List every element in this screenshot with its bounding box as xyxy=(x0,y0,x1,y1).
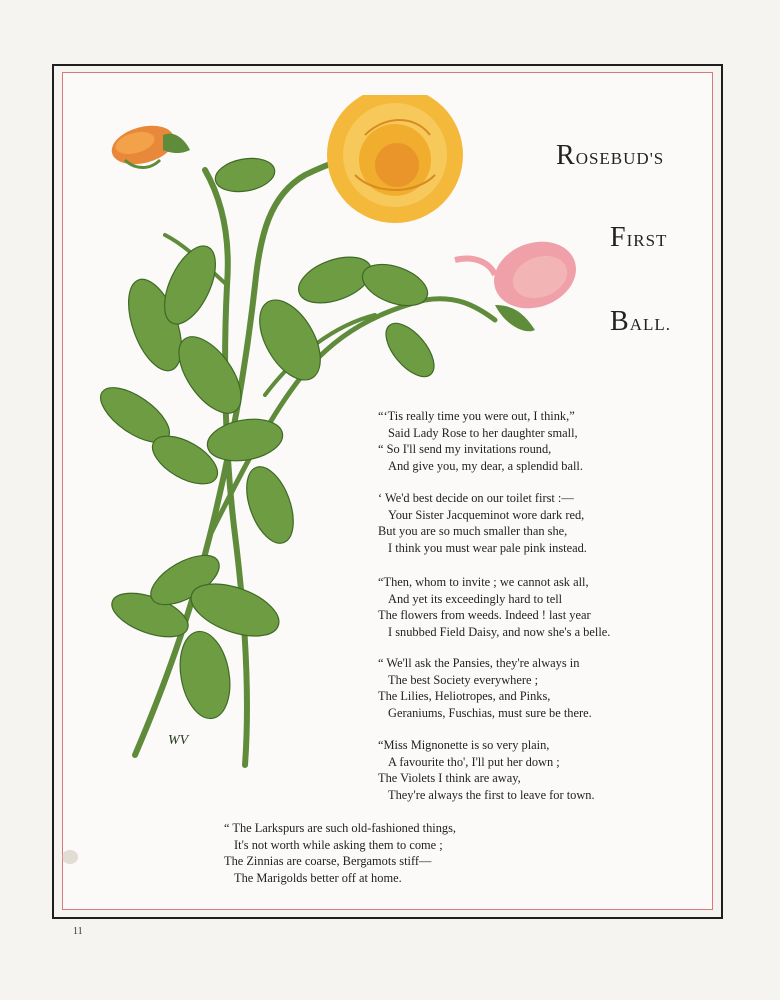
artist-signature: WV xyxy=(168,733,189,748)
poem-line: Said Lady Rose to her daughter small, xyxy=(388,425,578,440)
title-word-first: FIRST xyxy=(610,222,668,253)
poem-line: ‘ We'd best decide on our toilet first :— xyxy=(378,491,574,505)
poem-line: The Marigolds better off at home. xyxy=(234,870,402,885)
poem-line: The Violets I think are away, xyxy=(378,771,521,785)
stanza-5 xyxy=(378,737,595,803)
poem-line: The flowers from weeds. Indeed ! last year xyxy=(378,608,591,622)
poem-line: Your Sister Jacqueminot wore dark red, xyxy=(388,507,585,522)
poem-line: I think you must wear pale pink instead. xyxy=(388,540,587,555)
title-word-ball: BALL. xyxy=(610,306,671,337)
stanza-2 xyxy=(378,490,587,556)
poem-line: I snubbed Field Daisy, and now she's a belle. xyxy=(388,624,611,639)
stanza-1 xyxy=(378,408,583,474)
stanza-4 xyxy=(378,655,592,721)
paper-smudge xyxy=(62,850,78,864)
poem-line: “‘Tis really time you were out, I think,” xyxy=(378,409,575,423)
poem-line: The Zinnias are coarse, Bergamots stiff— xyxy=(224,854,432,868)
poem-line: And yet its exceedingly hard to tell xyxy=(388,591,563,606)
poem-line: Geraniums, Fuschias, must sure be there. xyxy=(388,705,592,720)
poem-line: The Lilies, Heliotropes, and Pinks, xyxy=(378,689,551,703)
poem-line: “ The Larkspurs are such old-fashioned things, xyxy=(224,821,457,835)
title-word-rosebuds: ROSEBUD'S xyxy=(556,140,665,171)
poem-line: “ So I'll send my invitations round, xyxy=(378,442,552,456)
poem-line: A favourite tho', I'll put her down ; xyxy=(388,754,560,769)
page-number: 11 xyxy=(73,926,83,937)
poem-line: But you are so much smaller than she, xyxy=(378,524,568,538)
poem-line: The best Society everywhere ; xyxy=(388,672,539,687)
poem-line: And give you, my dear, a splendid ball. xyxy=(388,458,583,473)
poem-line: “Miss Mignonette is so very plain, xyxy=(378,738,550,752)
poem-line: “ We'll ask the Pansies, they're always in xyxy=(378,656,580,670)
poem-line: They're always the first to leave for town. xyxy=(388,787,595,802)
poem-line: It's not worth while asking them to come ; xyxy=(234,837,443,852)
stanza-3 xyxy=(378,574,610,640)
poem-line: “Then, whom to invite ; we cannot ask all, xyxy=(378,575,589,589)
stanza-6 xyxy=(224,820,456,886)
